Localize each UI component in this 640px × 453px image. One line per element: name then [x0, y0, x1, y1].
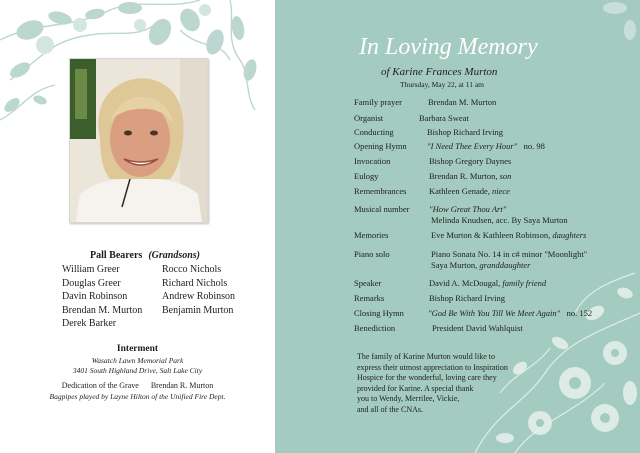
- closing-line: Hospice for the wonderful, loving care they: [357, 373, 497, 383]
- program-value: Piano Sonata No. 14 in c# minor "Moonlight": [431, 249, 588, 259]
- pallbearer-name: Benjamin Murton: [162, 304, 234, 316]
- program-label: Piano solo: [354, 249, 390, 259]
- program-label: Opening Hymn: [354, 141, 407, 151]
- program-label: Benediction: [354, 323, 396, 333]
- pallbearers-column-2: [162, 263, 235, 317]
- portrait-image: [70, 59, 207, 222]
- program-value: [429, 186, 510, 196]
- interment-place: Wasatch Lawn Memorial Park: [91, 356, 184, 365]
- program-value: [428, 308, 592, 318]
- relation-note: niece: [492, 186, 510, 196]
- page-subtitle: of Karine Frances Murton: [381, 66, 498, 78]
- bagpipes-note: Bagpipes played by Layne Hilton of the Unified Fire Dept.: [49, 392, 226, 401]
- program-label: Musical number: [354, 204, 410, 214]
- program-value: President David Wahlquist: [432, 323, 523, 333]
- interment-address: 3401 South Highland Drive, Salt Lake City: [72, 366, 203, 375]
- speaker-name: Eve Murton & Kathleen Robinson,: [431, 230, 551, 240]
- hymn-number: no. 152: [566, 308, 593, 318]
- program-label: Organist: [354, 113, 384, 123]
- program-value: Bishop Richard Irving: [429, 293, 506, 303]
- relation-note: son: [499, 171, 512, 181]
- pallbearers-subtitle: (Grandsons): [148, 250, 200, 261]
- dedication-label: Dedication of the Grave: [61, 381, 139, 390]
- closing-line: you to Wendy, Merrilee, Vickie,: [357, 394, 460, 404]
- closing-message: [357, 352, 557, 416]
- closing-line: The family of Karine Murton would like to: [357, 352, 495, 361]
- program-label: Closing Hymn: [354, 308, 404, 318]
- program-label: Memories: [354, 230, 389, 240]
- pallbearer-name: Richard Nichols: [162, 277, 228, 289]
- speaker-name: Kathleen Genade,: [429, 186, 490, 196]
- closing-line: express their utmost appreciation to Inspiration: [357, 362, 508, 372]
- pallbearer-name: Rocco Nichols: [162, 264, 222, 275]
- dedication-line: [0, 381, 275, 390]
- pallbearers-title: Pall Bearers: [90, 250, 143, 261]
- pallbearers-heading: [90, 250, 200, 261]
- speaker-name: David A. McDougal,: [429, 278, 501, 288]
- service-date: Thursday, May 22, at 11 am: [400, 80, 485, 89]
- program-value: [431, 230, 586, 240]
- closing-line: and all of the CNAs.: [357, 404, 423, 414]
- program-value: [427, 141, 545, 151]
- program-label: Remembrances: [354, 186, 407, 196]
- pallbearer-name: Andrew Robinson: [162, 291, 236, 302]
- dedication-name: Brendan R. Murton: [150, 381, 214, 390]
- relation-note: granddaughter: [479, 260, 531, 270]
- program-value: [429, 171, 511, 181]
- program-label: Speaker: [354, 278, 382, 288]
- pallbearer-name: Douglas Greer: [62, 277, 121, 289]
- closing-line: provided for Karine. A special thank: [357, 383, 474, 393]
- program-value: Melinda Knudsen, acc. By Saya Murton: [431, 215, 568, 225]
- program-label: Conducting: [354, 127, 394, 137]
- hymn-title: "I Need Thee Every Hour": [427, 141, 518, 151]
- performer-name: Saya Murton,: [431, 260, 478, 270]
- program-label: Remarks: [354, 293, 385, 303]
- program-value: Bishop Richard Irving: [427, 127, 504, 137]
- left-panel: [0, 0, 275, 453]
- song-title: "How Great Thou Art": [429, 204, 507, 214]
- program-label: Invocation: [354, 156, 391, 166]
- program-value: Barbara Sweat: [419, 113, 469, 123]
- pallbearer-name: Brendan M. Murton: [62, 304, 143, 316]
- speaker-name: Brendan R. Murton,: [429, 171, 498, 181]
- relation-note: daughters: [552, 230, 587, 240]
- program-value: Brendan M. Murton: [428, 97, 497, 107]
- pallbearer-name: Derek Barker: [62, 318, 117, 329]
- portrait-photo: [69, 58, 208, 223]
- relation-note: family friend: [502, 278, 547, 288]
- page-title: In Loving Memory: [359, 34, 538, 60]
- pallbearers-column-1: [62, 263, 142, 331]
- interment-title: Interment: [116, 344, 159, 354]
- pallbearer-name: Davin Robinson: [62, 291, 128, 302]
- program-value: [431, 260, 530, 270]
- program-value: Bishop Gregory Daynes: [429, 156, 512, 166]
- program-value: [429, 278, 546, 288]
- pallbearer-name: William Greer: [62, 264, 120, 275]
- hymn-number: no. 98: [523, 141, 545, 151]
- program-label: Eulogy: [354, 171, 379, 181]
- program-label: Family prayer: [354, 97, 402, 107]
- hymn-title: "God Be With You Till We Meet Again": [428, 308, 561, 318]
